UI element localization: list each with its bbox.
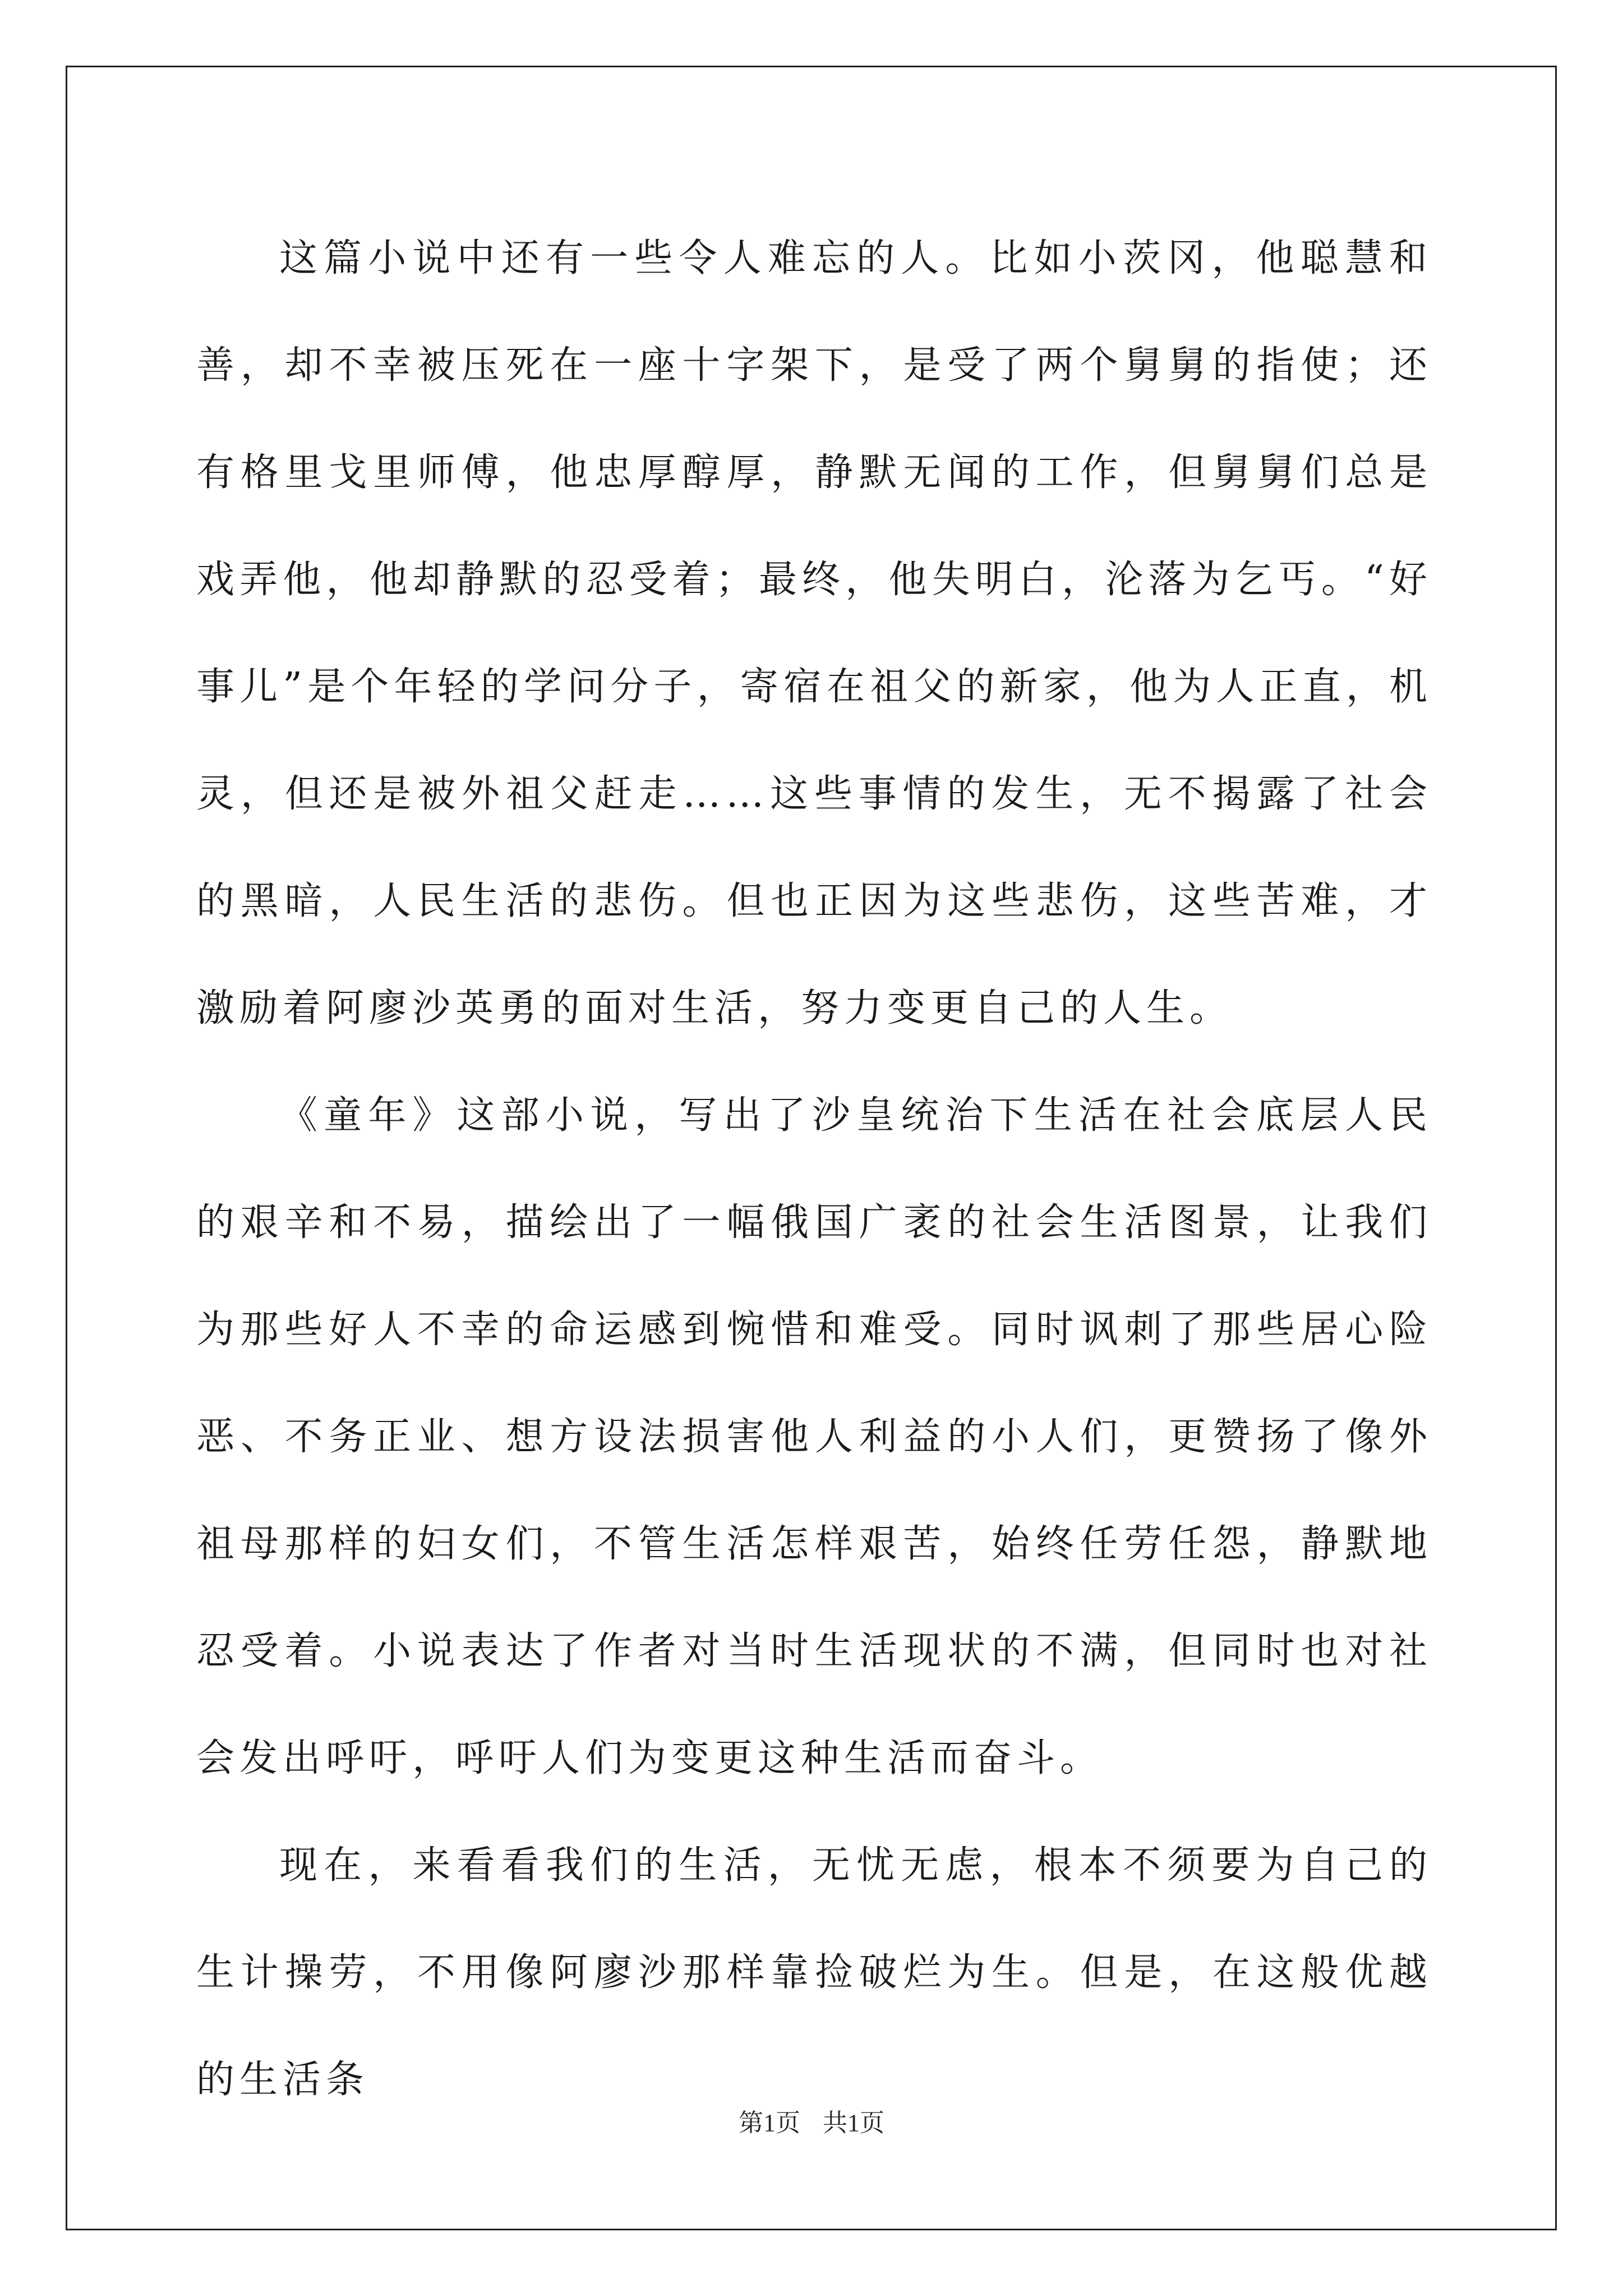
paragraph-2: 《童年》这部小说，写出了沙皇统治下生活在社会底层人民的艰辛和不易，描绘出了一幅俄国广袤的社会生活图景，让我们为那些好人不幸的命运感到惋惜和难受。同时讽刺了那些居心险恶、不务正业、想方设法损害他人利益的小人们，更赞扬了像外祖母那样的妇女们，不管生活怎样艰苦，始终任劳任怨，静默地忍受着。小说表达了作者对当时生活现状的不满，但同时也对社会发出呼吁，呼吁人们为变更这种生活而奋斗。 bbox=[196, 1093, 1432, 1780]
paragraph-3: 现在，来看看我们的生活，无忧无虑，根本不须要为自己的生计操劳，不用像阿廖沙那样靠捡破烂为生。但是，在这般优越的生活条 bbox=[196, 1843, 1432, 2102]
page-number-current: 第1页 bbox=[739, 2109, 800, 2137]
page-footer bbox=[0, 2106, 1623, 2140]
paragraph-1: 这篇小说中还有一些令人难忘的人。比如小茨冈，他聪慧和善，却不幸被压死在一座十字架下，是受了两个舅舅的指使；还有格里戈里师傅，他忠厚醇厚，静默无闻的工作，但舅舅们总是戏弄他，他却静默的忍受着；最终，他失明白，沦落为乞丐。“好事儿”是个年轻的学问分子，寄宿在祖父的新家，他为人正直，机灵，但还是被外祖父赶走……这些事情的发生，无不揭露了社会的黑暗，人民生活的悲伤。但也正因为这些悲伤，这些苦难，才激励着阿廖沙英勇的面对生活，努力变更自己的人生。 bbox=[196, 236, 1433, 1030]
document-body bbox=[196, 205, 1432, 2133]
page-number-total: 共1页 bbox=[823, 2109, 884, 2137]
